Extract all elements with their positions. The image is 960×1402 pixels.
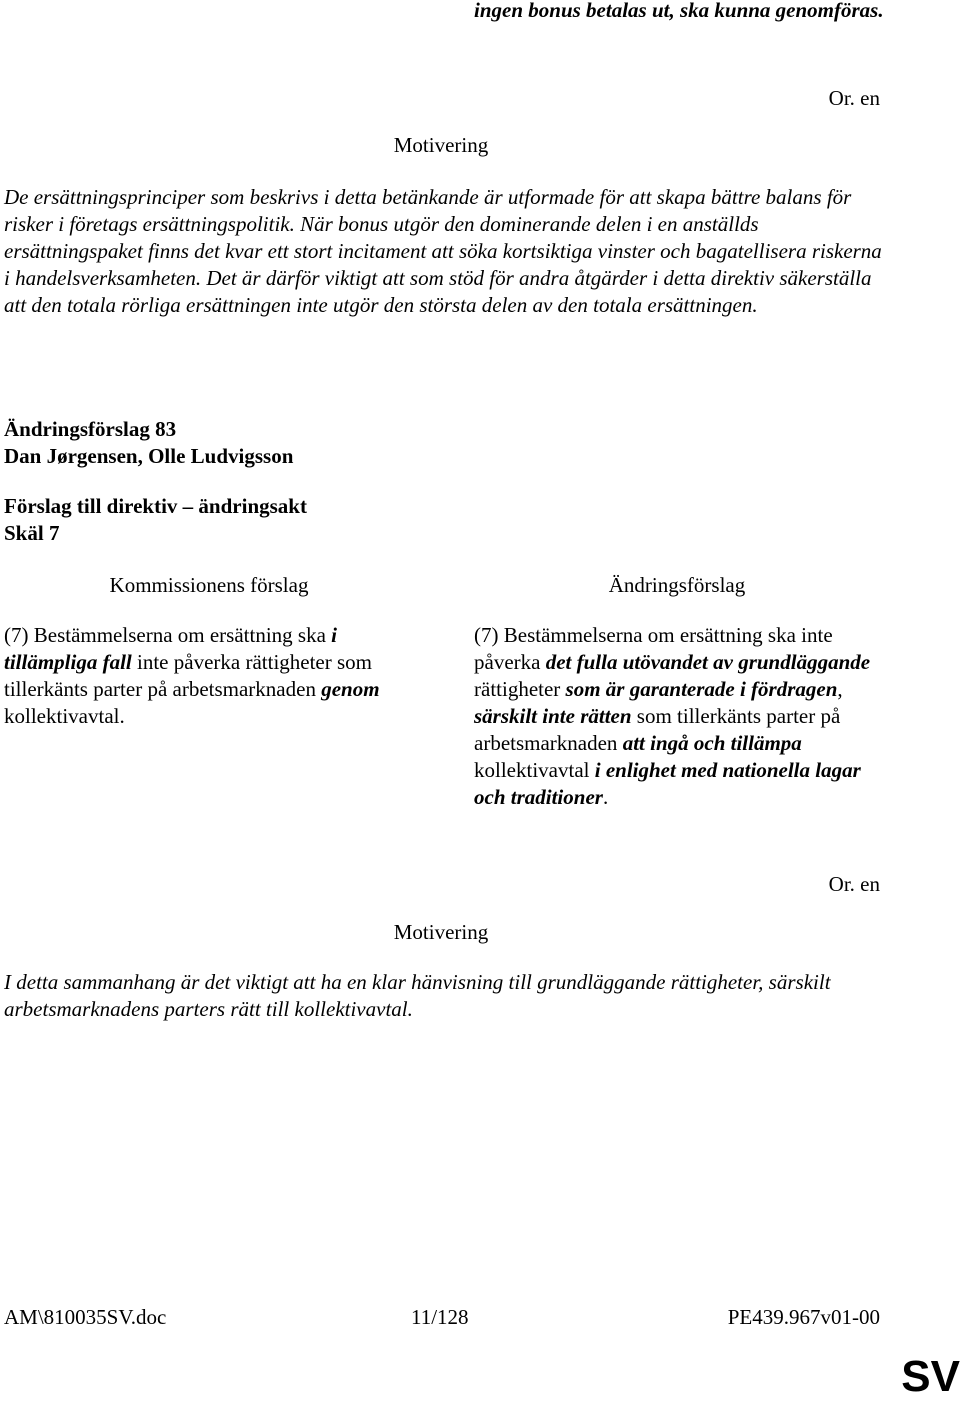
justification-text-content: De ersättningsprinciper som beskrivs i detta betänkande är utformade för att skapa bättre balans för risker i företags ersättningspolitik. När bonus utgör den dominerande delen i en anställds ersättningspaket finns det kvar ett stort incitament att söka kortsiktiga vinster och bagatellisera riskerna i handelsverksamheten. Det är därför viktigt att som stöd för andra åtgärder i detta direktiv säkerställa att den totala rörliga ersättningen inte utgör den största delen av den totala ersättningen. [4, 185, 882, 317]
justification-text: I detta sammanhang är det viktigt att ha en klar hänvisning till grundläggande rättigheter, särskilt arbetsmarknadens parters rätt till kollektivavtal. [4, 970, 831, 1021]
carry-over-text: ingen bonus betalas ut, ska kunna genomföras. [474, 0, 884, 22]
text-segment: som tillerkänts parter på arbetsmarknaden [474, 704, 841, 755]
footer-document-reference: AM\810035SV.doc [4, 1305, 167, 1329]
text-segment: (7) Bestämmelserna om ersättning ska [4, 623, 332, 647]
original-language-note: Or. en [828, 86, 880, 110]
text-segment: inte påverka rättigheter som tillerkänts parter på arbetsmarknaden [4, 650, 373, 701]
amendment-text [474, 622, 880, 811]
amendment-number: Ändringsförslag 83 [4, 417, 177, 441]
recital-reference: Skäl 7 [4, 521, 60, 545]
language-code: SV [901, 1352, 960, 1401]
original-language-note: Or. en [828, 872, 880, 896]
text-segment-change: särskilt inte rätten [474, 704, 632, 728]
text-segment-change: genom [321, 677, 380, 701]
text-segment-change: det fulla utövandet av grundläggande [545, 650, 871, 674]
footer-page-number: 11/128 [411, 1305, 469, 1329]
commission-proposal-text [4, 622, 414, 730]
text-segment: kollektivavtal. [4, 704, 125, 728]
act-type: Förslag till direktiv – ändringsakt [4, 494, 307, 518]
text-segment: (7) Bestämmelserna om ersättning ska inte påverka [474, 623, 833, 674]
justification-heading: Motivering [393, 133, 489, 157]
commission-proposal-header: Kommissionens förslag [109, 573, 309, 597]
justification-heading: Motivering [393, 920, 489, 944]
text-segment-change: att ingå och tillämpa [622, 731, 802, 755]
text-segment: kollektivavtal [474, 758, 595, 782]
text-segment: rättigheter [474, 677, 566, 701]
text-segment-change: som är garanterade i fördragen [565, 677, 838, 701]
amendment-authors: Dan Jørgensen, Olle Ludvigsson [4, 444, 294, 468]
justification-text [4, 184, 882, 319]
text-segment: . [602, 785, 609, 809]
text-segment: , [837, 677, 843, 701]
footer-pe-reference: PE439.967v01-00 [727, 1305, 880, 1329]
text-segment-change: i tillämpliga fall [4, 623, 338, 674]
text-segment-change: i enlighet med nationella lagar och traditioner [474, 758, 861, 809]
amendment-column-header: Ändringsförslag [608, 573, 746, 597]
